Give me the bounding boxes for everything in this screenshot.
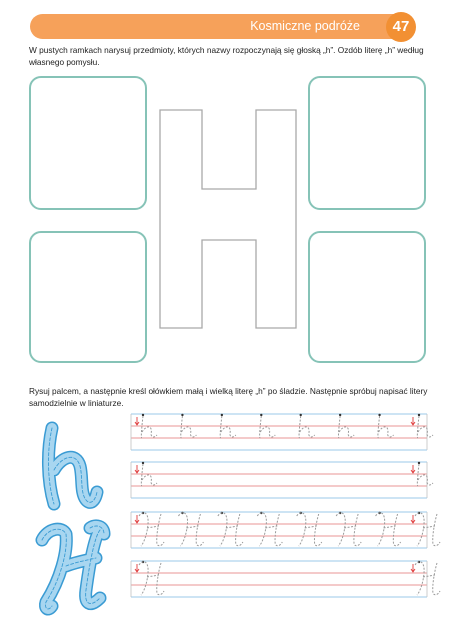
traced-lowercase-h — [141, 464, 157, 486]
start-dot — [260, 414, 262, 416]
traced-uppercase-h — [139, 513, 164, 546]
traced-lowercase-h — [220, 416, 236, 438]
traced-lowercase-h — [299, 416, 315, 438]
start-dot — [181, 414, 183, 416]
traced-lowercase-h — [181, 416, 197, 438]
start-dot — [418, 462, 420, 464]
start-dot — [142, 462, 144, 464]
traced-uppercase-h — [415, 513, 440, 546]
start-arrow-icon — [135, 564, 139, 572]
traced-uppercase-h — [376, 513, 401, 546]
start-arrow-icon — [135, 417, 139, 425]
traced-lowercase-h — [378, 416, 394, 438]
traced-uppercase-h — [139, 562, 164, 595]
traced-lowercase-h — [417, 464, 433, 486]
start-dot — [378, 414, 380, 416]
traced-uppercase-h — [178, 513, 203, 546]
task2-instruction: Rysuj palcem, a następnie kreśl ołówkiem małą i wielką literę „h” po śladzie. Następnie spróbuj napisać litery samodzielnie w liniaturze. — [29, 386, 428, 408]
start-dot — [418, 414, 420, 416]
start-arrow-icon — [135, 515, 139, 523]
header-title: Kosmiczne podróże — [250, 19, 360, 33]
traced-uppercase-h — [336, 513, 361, 546]
traced-uppercase-h — [218, 513, 243, 546]
task1-instruction: W pustych ramkach narysuj przedmioty, których nazwy rozpoczynają się głoską „h”. Ozdób literę „h” według własnego pomysłu. — [29, 45, 424, 67]
start-arrow-icon — [411, 465, 415, 473]
traced-lowercase-h — [260, 416, 276, 438]
traced-uppercase-h — [257, 513, 282, 546]
traced-uppercase-h — [297, 513, 322, 546]
traced-lowercase-h — [417, 416, 433, 438]
start-dot — [221, 414, 223, 416]
page-number-badge: 47 — [386, 12, 416, 42]
start-dot — [339, 414, 341, 416]
start-dot — [142, 414, 144, 416]
start-arrow-icon — [411, 515, 415, 523]
traced-lowercase-h — [338, 416, 354, 438]
start-arrow-icon — [411, 417, 415, 425]
traced-lowercase-h — [141, 416, 157, 438]
traced-uppercase-h — [415, 562, 440, 595]
start-arrow-icon — [135, 465, 139, 473]
start-dot — [300, 414, 302, 416]
start-arrow-icon — [411, 564, 415, 572]
